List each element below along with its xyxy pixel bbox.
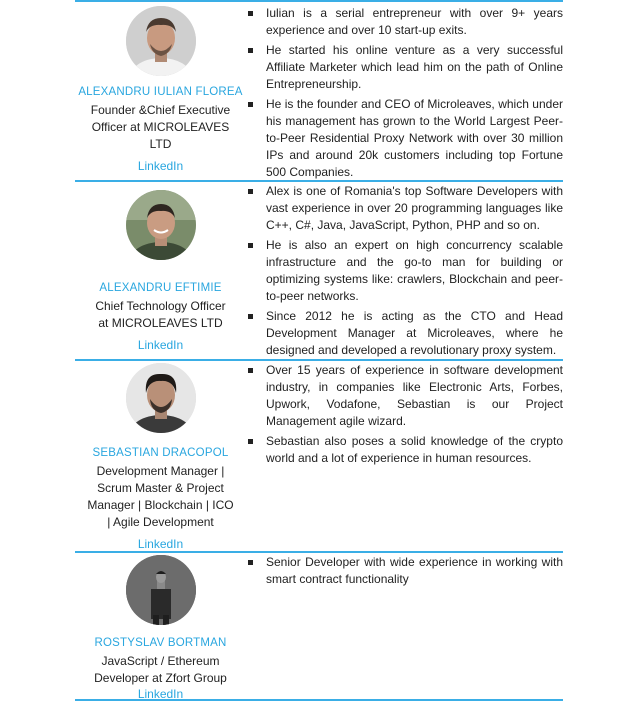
bullet-icon [248,368,253,373]
bio-item: He started his online venture as a very successful Affiliate Marketer which lead him on the path of Online Entrepreneurship. [246,42,563,93]
person-name: SEBASTIAN DRACOPOL [92,447,229,459]
bio-cell [246,553,563,699]
person-name: ALEXANDRU IULIAN FLOREA [78,86,243,98]
linkedin-link[interactable]: LinkedIn [137,687,184,701]
avatar [126,555,196,625]
team-row [75,361,563,553]
person-name: ROSTYSLAV BORTMAN [94,637,227,649]
team-row [75,182,563,361]
bio-item: He is the founder and CEO of Microleaves, which under his management has grown to the World Largest Peer-to-Peer Residential Proxy Network with over 30 million IPs and around 20k customers including top Fortune 500 Companies. [246,96,563,181]
person-role: JavaScript / Ethereum Developer at Zfort Group [94,654,227,685]
person-role: Chief Technology Officer at MICROLEAVES LTD [95,299,226,330]
bio-item: Over 15 years of experience in software development industry, in companies like Electronic Arts, Forbes, Upwork, Vodafone, Sebastian is our Project Management agile wizard. [246,362,563,430]
profile-cell [75,553,246,699]
linkedin-link[interactable]: LinkedIn [137,159,184,173]
avatar [126,363,196,433]
bullet-icon [248,102,253,107]
linkedin-link[interactable]: LinkedIn [137,338,184,352]
bio-cell [246,182,563,359]
profile-cell [75,182,246,359]
profile-cell [75,2,246,180]
profile-cell [75,361,246,551]
person-name: ALEXANDRU EFTIMIE [99,282,222,294]
bio-cell [246,2,563,180]
bio-cell [246,361,563,551]
bio-item: Sebastian also poses a solid knowledge of the crypto world and a lot of experience in human resources. [246,433,563,467]
team-row [75,553,563,701]
linkedin-link[interactable]: LinkedIn [137,537,184,551]
bio-item: Alex is one of Romania's top Software Developers with vast experience in over 20 programming languages like C++, C#, Java, JavaScript, Python, PHP and so on. [246,183,563,234]
bullet-icon [248,314,253,319]
bio-item: Senior Developer with wide experience in working with smart contract functionality [246,554,563,588]
person-role: Founder &Chief Executive Officer at MICROLEAVES LTD [90,103,231,151]
bullet-icon [248,560,253,565]
bullet-icon [248,11,253,16]
bullet-icon [248,439,253,444]
bio-item: He is also an expert on high concurrency scalable infrastructure and the go-to man for building or optimizing systems like: crawlers, Blockchain and peer-to-peer networks. [246,237,563,305]
bullet-icon [248,243,253,248]
avatar [126,190,196,260]
avatar [126,6,196,76]
bullet-icon [248,48,253,53]
bio-item: Iulian is a serial entrepreneur with over 9+ years experience and over 10 start-up exits. [246,5,563,39]
person-role: Development Manager | Scrum Master & Project Manager | Blockchain | ICO | Agile Development [87,464,234,529]
team-table [75,0,563,701]
bio-item: Since 2012 he is acting as the CTO and Head Development Manager at Microleaves, where he designed and developed a revolutionary proxy system. [246,308,563,359]
bullet-icon [248,189,253,194]
team-row [75,0,563,182]
